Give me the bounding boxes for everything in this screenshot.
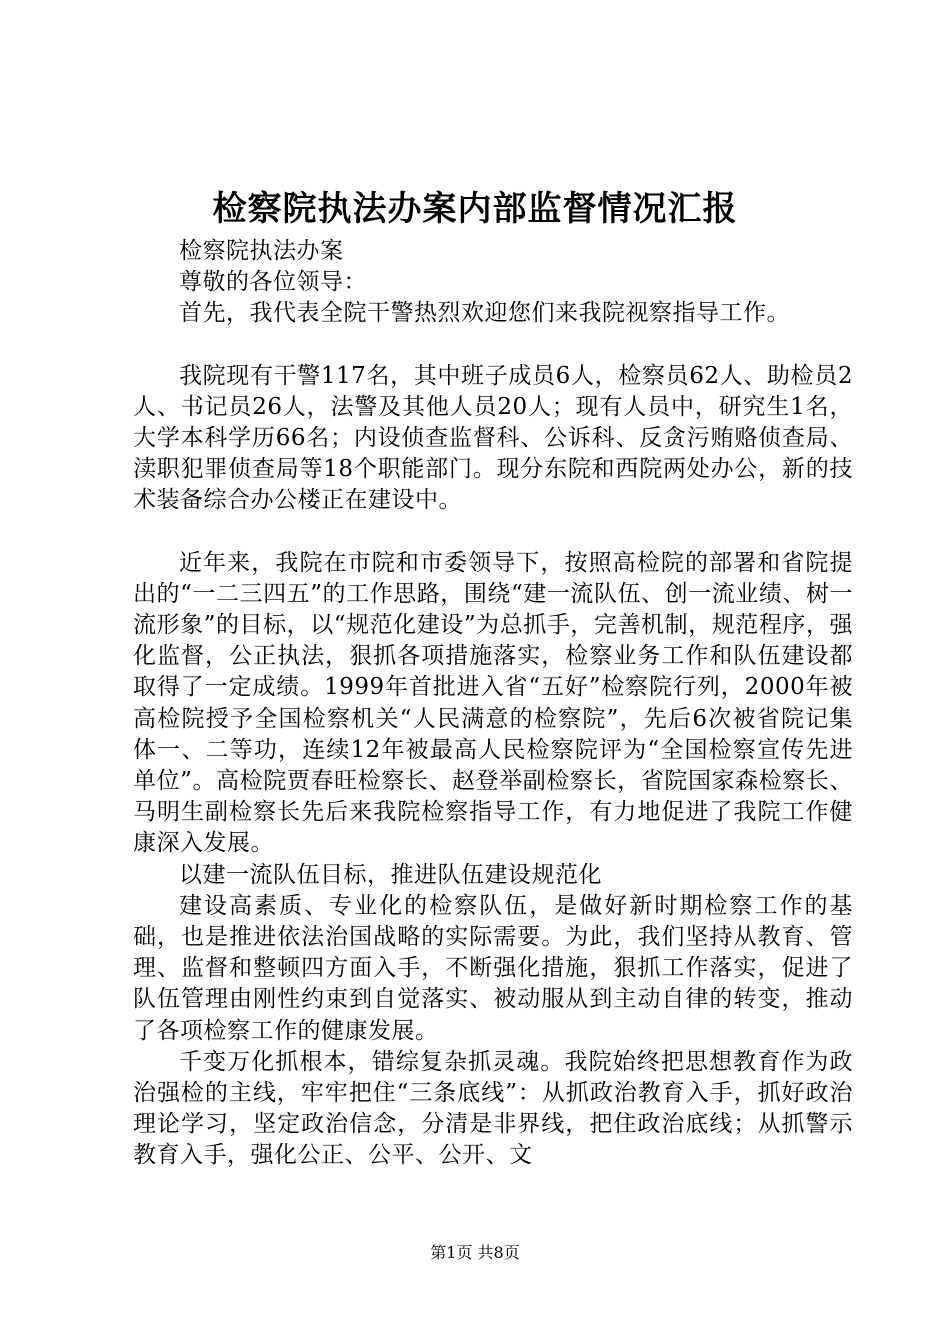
paragraph-subject: 检察院执法办案 [179,238,344,264]
paragraph-ideological-education: 千变万化抓根本，错综复杂抓灵魂。我院始终把思想教育作为政治强检的主线，牢牢把住“三条底线”：从抓政治教育入手，抓好政治理论学习，坚定政治信念，分清是非界线，把住政治底线；从抓警示教育入手，强化公正、公平、公开、文 [133,1048,853,1169]
paragraph-spacer [133,517,853,548]
paragraph-team-building: 建设高素质、专业化的检察队伍，是做好新时期检察工作的基础，也是推进依法治国战略的实际需要。为此，我们坚持从教育、管理、监督和整顿四方面入手，不断强化措施，狠抓工作落实，促进了队伍管理由刚性约束到自觉落实、被动服从到主动自律的转变，推动了各项检察工作的健康发展。 [133,892,853,1044]
paragraph-achievements: 近年来，我院在市院和市委领导下，按照高检院的部署和省院提出的“一二三四五”的工作思路，围绕“建一流队伍、创一流业绩、树一流形象”的目标，以“规范化建设”为总抓手，完善机制，规范程序，强化监督，公正执法，狠抓各项措施落实，检察业务工作和队伍建设都取得了一定成绩。1999年首批进入省“五好”检察院行列，2000年被高检院授予全国检察机关“人民满意的检察院”，先后6次被省院记集体一、二等功，连续12年被最高人民检察院评为“全国检察宣传先进单位”。高检院贾春旺检察长、赵登举副检察长，省院国家森检察长、马明生副检察长先后来我院检察指导工作，有力地促进了我院工作健康深入发展。 [133,549,853,857]
document-body [133,236,853,1172]
paragraph-salutation: 尊敬的各位领导： [179,269,367,296]
document-title: 检察院执法办案内部监督情况汇报 [212,189,738,229]
paragraph-staff-overview: 我院现有干警117名，其中班子成员6人，检察员62人、助检员2人、书记员26人，法警及其他人员20人；现有人员中，研究生1名，大学本科学历66名；内设侦查监督科、公诉科、反贪污贿赂侦查局、渎职犯罪侦查局等18个职能部门。现分东院和西院两处办公，新的技术装备综合办公楼正在建设中。 [133,362,853,514]
paragraph-spacer [133,330,853,361]
section-heading: 以建一流队伍目标，推进队伍建设规范化 [179,861,602,888]
paragraph-welcome: 首先，我代表全院干警热烈欢迎您们来我院视察指导工作。 [179,300,790,327]
page-number: 第1页 共8页 [430,1243,520,1262]
